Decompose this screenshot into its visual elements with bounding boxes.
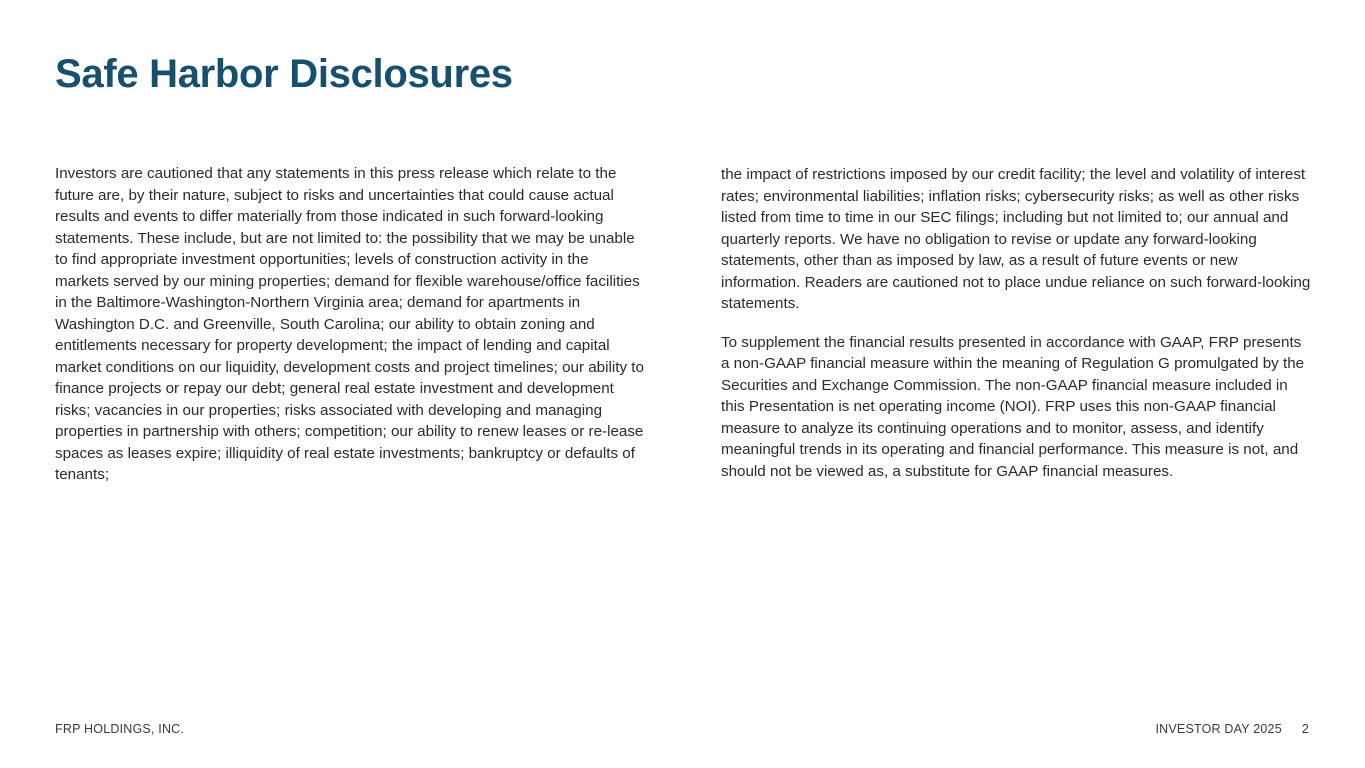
right-text-column [721, 164, 1313, 482]
page-number: 2 [1301, 722, 1309, 736]
footer-company-name: FRP HOLDINGS, INC. [55, 722, 185, 736]
footer-event-name: INVESTOR DAY 2025 [1155, 722, 1282, 736]
left-text-column [55, 163, 645, 486]
footer-right-group [1155, 721, 1309, 737]
safe-harbor-paragraph-2: the impact of restrictions imposed by our credit facility; the level and volatility of interest rates; environmental liabilities; inflation risks; cybersecurity risks; as well as other risks listed from time to time in our SEC filings; including but not limited to; our annual and quarterly reports. We have no obligation to revise or update any forward-looking statements, other than as imposed by law, as a result of future events or new information. Readers are cautioned not to place undue reliance on such forward-looking statements. [721, 166, 1311, 312]
slide-title: Safe Harbor Disclosures [55, 52, 513, 96]
safe-harbor-paragraph-1: Investors are cautioned that any statements in this press release which relate to the future are, by their nature, subject to risks and uncertainties that could cause actual results and events to differ materially from those indicated in such forward-looking statements. These include, but are not limited to: the possibility that we may be unable to find appropriate investment opportunities; levels of construction activity in the markets served by our mining properties; demand for flexible warehouse/office facilities in the Baltimore-Washington-Northern Virginia area; demand for apartments in Washington D.C. and Greenville, South Carolina; our ability to obtain zoning and entitlements necessary for property development; the impact of lending and capital market conditions on our liquidity, development costs and project timelines; our ability to finance projects or repay our debt; general real estate investment and development risks; vacancies in our properties; risks associated with developing and managing properties in partnership with others; competition; our ability to renew leases or re-lease spaces as leases expire; illiquidity of real estate investments; bankruptcy or defaults of tenants; [55, 165, 644, 483]
non-gaap-paragraph: To supplement the financial results presented in accordance with GAAP, FRP presents a non-GAAP financial measure within the meaning of Regulation G promulgated by the Securities and Exchange Commission. The non-GAAP financial measure included in this Presentation is net operating income (NOI). FRP uses this non-GAAP financial measure to analyze its continuing operations and to monitor, assess, and identify meaningful trends in its operating and financial performance. This measure is not, and should not be viewed as, a substitute for GAAP financial measures. [721, 333, 1305, 480]
